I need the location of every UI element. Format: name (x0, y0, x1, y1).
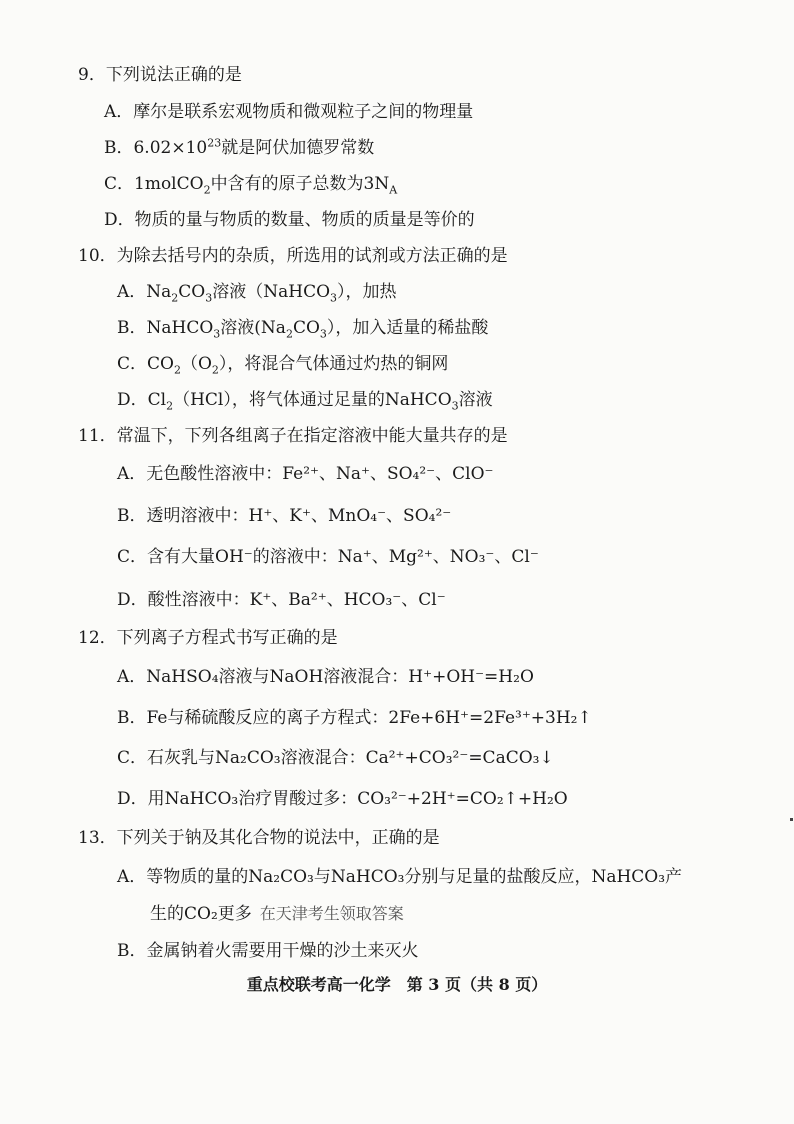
q10-option-d: D．$Cl_2(HCl)$，将气体通过足量的NaHCO$_3$溶液 (117, 390, 493, 413)
q13-option-b: B．金属钠着火需要用干燥的沙土来灭火 (117, 941, 419, 961)
scan-speck (790, 818, 793, 821)
q9-option-c: C．1molCO$_2$中含有的原子总数为$3N_A$ (104, 174, 398, 197)
q10-stem: 10．为除去括号内的杂质，所选用的试剂或方法正确的是 (78, 246, 508, 266)
q12-stem: 12．下列离子方程式书写正确的是 (78, 628, 338, 648)
q9-stem: 9．下列说法正确的是 (78, 65, 242, 85)
q12-option-c: C．石灰乳与Na₂CO₃溶液混合：Ca²⁺+CO₃²⁻=CaCO₃↓ (117, 748, 554, 768)
q12-option-b: B．Fe与稀硫酸反应的离子方程式：2Fe+6H⁺=2Fe³⁺+3H₂↑ (117, 708, 592, 728)
q9-option-a: A．摩尔是联系宏观物质和微观粒子之间的物理量 (104, 102, 474, 122)
q12-option-a: A．NaHSO₄溶液与NaOH溶液混合：H⁺+OH⁻=H₂O (117, 667, 534, 687)
q10-option-b: B．NaHCO$_3$溶液$(Na_2CO_3)$，加入适量的稀盐酸 (117, 318, 489, 341)
answer-watermark-note: 在天津考生领取答案 (259, 904, 404, 923)
q11-option-b: B．透明溶液中：H⁺、K⁺、MnO₄⁻、SO₄²⁻ (117, 506, 452, 526)
q11-option-d: D．酸性溶液中：K⁺、Ba²⁺、HCO₃⁻、Cl⁻ (117, 590, 446, 610)
q13-stem: 13．下列关于钠及其化合物的说法中，正确的是 (78, 828, 440, 848)
q9-option-d: D．物质的量与物质的数量、物质的质量是等价的 (104, 210, 475, 230)
q13-option-a-cont: 生的CO₂更多 在天津考生领取答案 (150, 904, 404, 924)
q11-option-a: A．无色酸性溶液中：Fe²⁺、Na⁺、SO₄²⁻、ClO⁻ (117, 464, 494, 484)
q10-option-a: A．$Na_2CO_3$溶液（NaHCO$_3$），加热 (117, 282, 397, 305)
q12-option-d: D．用NaHCO₃治疗胃酸过多：CO₃²⁻+2H⁺=CO₂↑+H₂O (117, 789, 568, 809)
q9-option-b: B．$6.02\times 10^{23}$就是阿伏加德罗常数 (104, 136, 375, 158)
page-footer: 重点校联考高一化学 第 3 页（共 8 页） (246, 975, 548, 994)
q10-option-c: C．$CO_2(O_2)$，将混合气体通过灼热的铜网 (117, 354, 449, 377)
q11-option-c: C．含有大量OH⁻的溶液中：Na⁺、Mg²⁺、NO₃⁻、Cl⁻ (117, 547, 539, 567)
q11-stem: 11．常温下，下列各组离子在指定溶液中能大量共存的是 (78, 426, 508, 446)
q13-option-a: A．等物质的量的Na₂CO₃与NaHCO₃分别与足量的盐酸反应，NaHCO₃产 (117, 867, 683, 887)
